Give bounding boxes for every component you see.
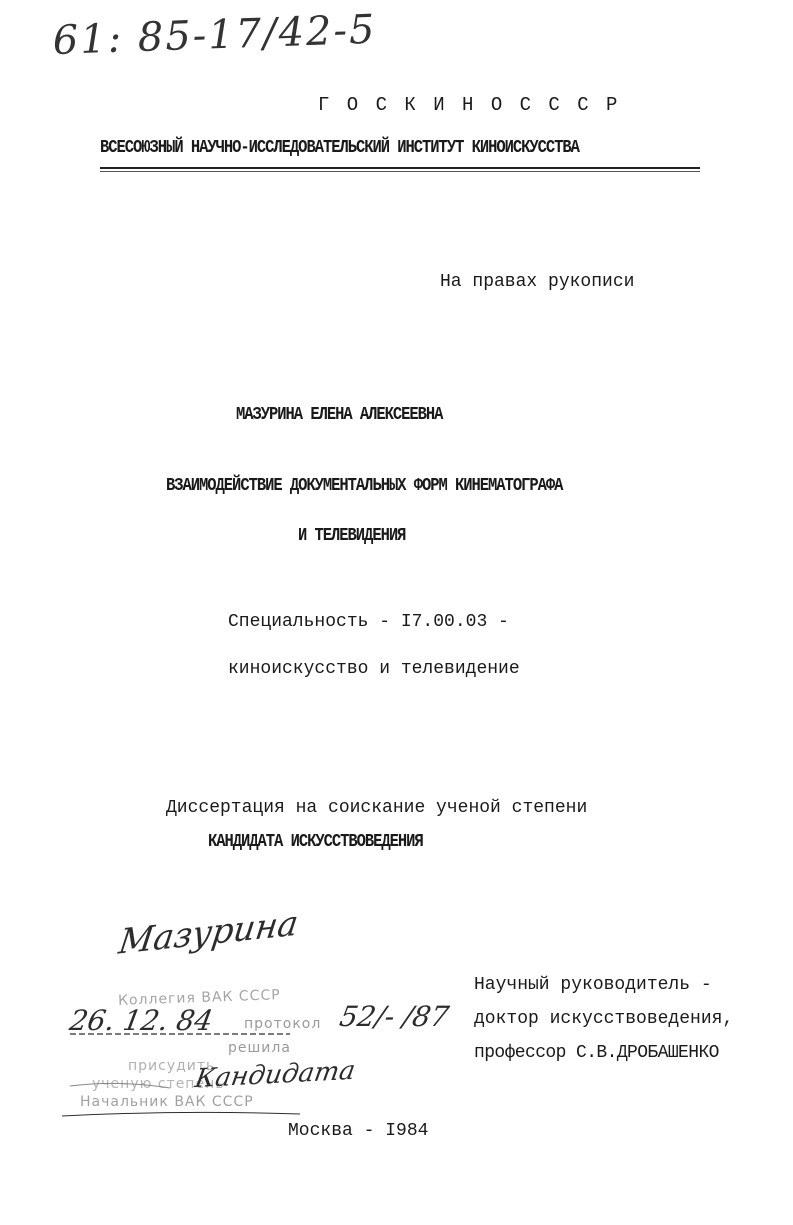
institute-heading: ВСЕСОЮЗНЫЙ НАУЧНО-ИССЛЕДОВАТЕЛЬСКИЙ ИНСТИТУТ КИНОИСКУССТВА	[100, 138, 579, 158]
stamp-date: 26. 12. 84	[67, 1004, 216, 1037]
degree-line: Диссертация на соискание ученой степени	[166, 798, 588, 818]
registry-number: 61: 85-17/42-5	[52, 6, 378, 64]
stamp-line6: Начальник ВАК СССР	[80, 1094, 254, 1110]
stamp-signature: Кандидата	[192, 1055, 358, 1095]
stamp-line4: присудить	[128, 1058, 216, 1074]
dissertation-title-line2: И ТЕЛЕВИДЕНИЯ	[298, 526, 406, 546]
city-year: Москва - I984	[288, 1121, 429, 1141]
stamp-line2: протокол	[244, 1016, 322, 1032]
stamp-signature-lines	[60, 1030, 360, 1120]
header-divider	[100, 167, 700, 169]
header-divider-thin	[100, 171, 700, 172]
ministry-heading: Г О С К И Н О С С С Р	[318, 94, 621, 116]
supervisor-role: Научный руководитель -	[474, 975, 712, 995]
specialty-name: киноискусство и телевидение	[228, 659, 520, 679]
author-signature: Мазурина	[116, 903, 301, 963]
stamp-line3: решила	[228, 1040, 291, 1056]
stamp-line1: Коллегия ВАК СССР	[117, 987, 281, 1009]
stamp-line5: ученую степень	[92, 1076, 225, 1092]
dissertation-title-line1: ВЗАИМОДЕЙСТВИЕ ДОКУМЕНТАЛЬНЫХ ФОРМ КИНЕМАТОГРАФА	[166, 476, 563, 496]
supervisor-degree: доктор искусствоведения,	[474, 1009, 734, 1029]
specialty-code: Специальность - I7.00.03 -	[228, 612, 509, 632]
stamp-number: 52/- /87	[337, 1000, 452, 1033]
manuscript-note: На правах рукописи	[440, 272, 635, 292]
author-name: МАЗУРИНА ЕЛЕНА АЛЕКСЕЕВНА	[236, 405, 443, 425]
supervisor-name: профессор С.В.ДРОБАШЕНКО	[474, 1043, 719, 1063]
degree-title: КАНДИДАТА ИСКУССТВОВЕДЕНИЯ	[208, 832, 423, 852]
